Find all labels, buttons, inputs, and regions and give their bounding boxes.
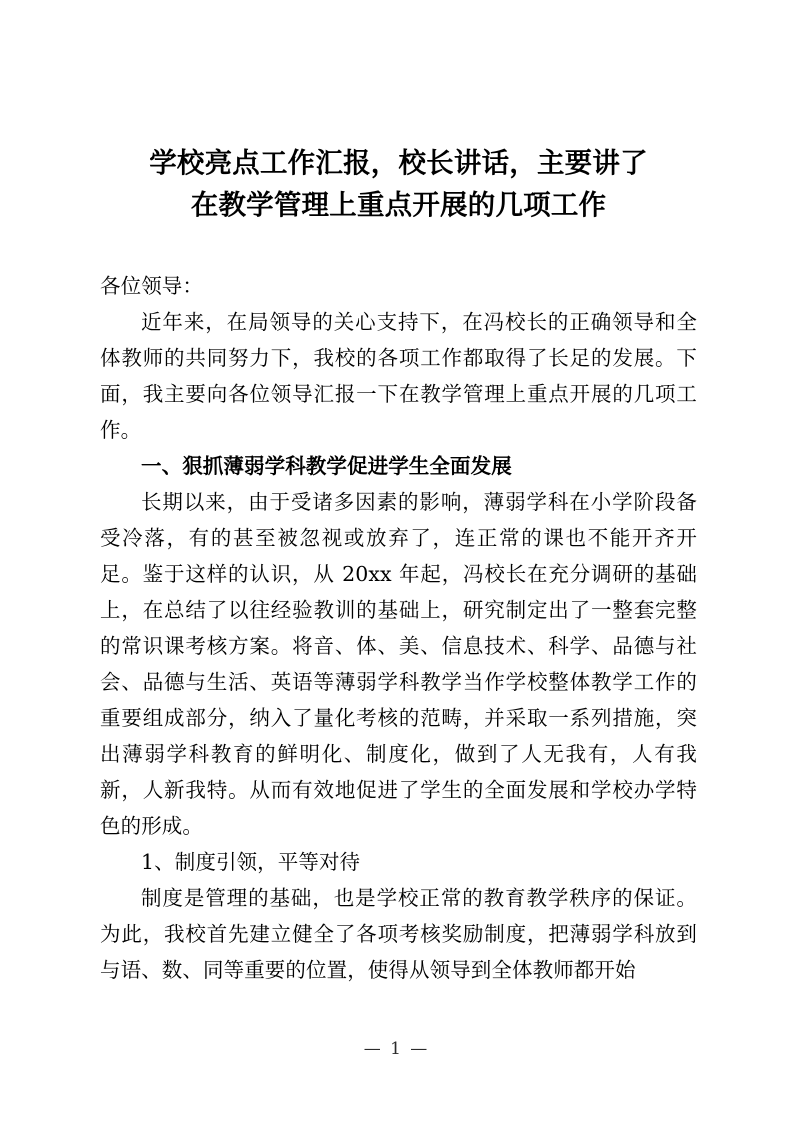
- title-line-2: 在教学管理上重点开展的几项工作: [190, 189, 607, 221]
- page-title: [100, 0, 697, 226]
- section-1-paragraph: [100, 484, 697, 844]
- title-line-1: 学校亮点工作汇报，校长讲话，主要讲了: [149, 147, 648, 179]
- subsection-1-paragraph: 制度是管理的基础，也是学校正常的教育教学秩序的保证。为此，我校首先建立健全了各项考核奖励制度，把薄弱学科放到与语、数、同等重要的位置，使得从领导到全体教师都开始: [100, 886, 697, 982]
- subsection-heading-1: 1、制度引领，平等对待: [141, 850, 361, 874]
- section-1-year-value: 20xx: [342, 562, 392, 586]
- intro-paragraph: 近年来，在局领导的关心支持下，在冯校长的正确领导和全体教师的共同努力下，我校的各项工作都取得了长足的发展。下面，我主要向各位领导汇报一下在教学管理上重点开展的几项工作。: [100, 310, 697, 442]
- page-number-footer: — 1 —: [363, 1039, 430, 1059]
- section-1-text-prefix: 长期以来，由于受诸多因素的影响，薄弱学科在小学阶段备受冷落，有的甚至被忽视或放弃了，连正常的课也不能开齐开足。鉴于这样的认识，从: [100, 490, 697, 586]
- section-1-text-suffix: 年起，冯校长在充分调研的基础上，在总结了以往经验教训的基础上，研究制定出了一整套完整的常识课考核方案。将音、体、美、信息技术、科学、品德与社会、品德与生活、英语等薄弱学科教学当作学校整体教学工作的重要组成部分，纳入了量化考核的范畴，并采取一系列措施，突出薄弱学科教育的鲜明化、制度化，做到了人无我有，人有我新，人新我特。从而有效地促进了学生的全面发展和学校办学特色的形成。: [100, 562, 698, 838]
- section-heading-1: 一、狠抓薄弱学科教学促进学生全面发展: [141, 454, 512, 478]
- page-content: [100, 0, 697, 988]
- salutation: 各位领导：: [100, 274, 203, 298]
